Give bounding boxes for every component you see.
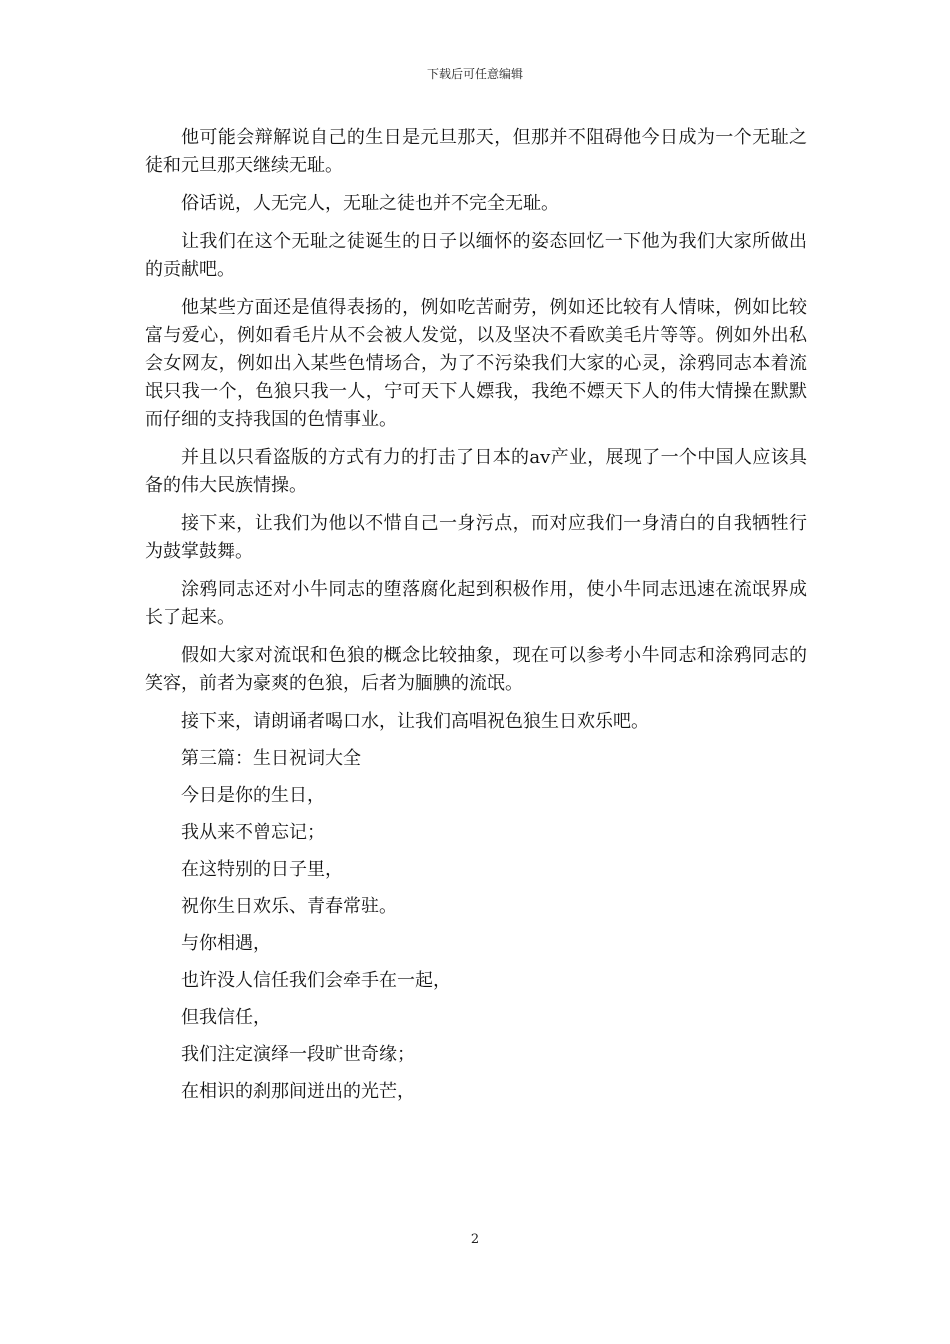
poem-line: 在这特别的日子里， [181,859,343,880]
paragraph: 并且以只看盗版的方式有力的打击了日本的av产业，展现了一个中国人应该具备的伟大民族情操。 [145,447,807,496]
poem-line: 祝你生日欢乐、青春常驻。 [181,896,397,917]
paragraph: 涂鸦同志还对小牛同志的堕落腐化起到积极作用，使小牛同志迅速在流氓界成长了起来。 [145,579,807,628]
document-body [145,124,807,1115]
page-number: 2 [470,1232,480,1247]
paragraph: 让我们在这个无耻之徒诞生的日子以缅怀的姿态回忆一下他为我们大家所做出的贡献吧。 [145,231,807,280]
text-line: 接下来，请朗诵者喝口水，让我们高唱祝色狼生日欢乐吧。 [181,711,649,732]
poem-line: 我从来不曾忘记； [181,822,325,843]
page-header: 下载后可任意编辑 [426,67,523,81]
paragraph: 接下来，让我们为他以不惜自己一身污点，而对应我们一身清白的自我牺牲行为鼓掌鼓舞。 [145,513,807,562]
poem-line: 与你相遇， [181,933,271,954]
paragraph: 假如大家对流氓和色狼的概念比较抽象，现在可以参考小牛同志和涂鸦同志的笑容，前者为豪爽的色狼，后者为腼腆的流氓。 [145,645,807,694]
paragraph: 他某些方面还是值得表扬的，例如吃苦耐劳，例如还比较有人情味，例如比较富与爱心，例如看毛片从不会被人发觉，以及坚决不看欧美毛片等等。例如外出私会女网友，例如出入某些色情场合，为了不污染我们大家的心灵，涂鸦同志本着流氓只我一个，色狼只我一人，宁可天下人嫖我，我绝不嫖天下人的伟大情操在默默而仔细的支持我国的色情事业。 [145,297,807,430]
poem-line: 我们注定演绎一段旷世奇缘； [181,1044,415,1065]
poem-line: 也许没人信任我们会牵手在一起， [181,970,451,991]
paragraph: 俗话说，人无完人，无耻之徒也并不完全无耻。 [181,193,559,214]
poem-line: 在相识的刹那间迸出的光芒， [181,1081,415,1102]
paragraph: 他可能会辩解说自己的生日是元旦那天，但那并不阻碍他今日成为一个无耻之徒和元旦那天继续无耻。 [145,127,807,176]
poem-line: 但我信任， [181,1007,271,1028]
poem-line: 今日是你的生日， [181,785,325,806]
section-heading: 第三篇：生日祝词大全 [181,748,361,769]
